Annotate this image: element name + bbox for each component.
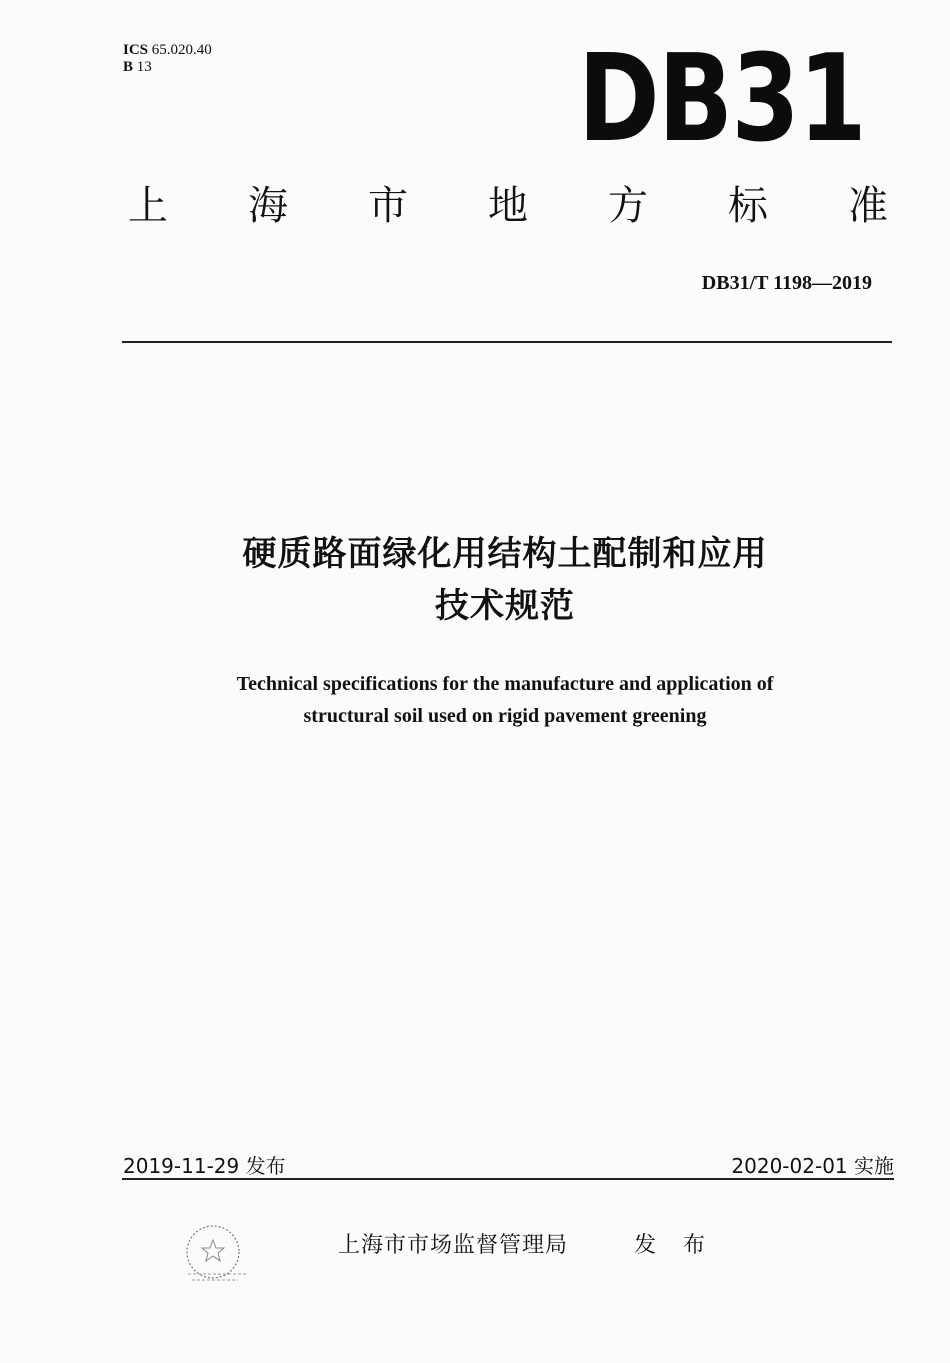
footer-divider (122, 1178, 894, 1180)
english-title (0, 668, 950, 732)
standard-type-char: 准 (848, 183, 888, 229)
header-divider (122, 341, 892, 343)
standard-type-heading (128, 178, 888, 234)
implement-date: 2020-02-01 实施 (731, 1154, 894, 1178)
english-title-line-2: structural soil used on rigid pavement greening (303, 705, 707, 727)
publish-date: 2019-11-29 发布 (123, 1154, 286, 1178)
chinese-title (0, 528, 950, 632)
ics-code: 65.020.40 (151, 42, 212, 58)
issuing-authority: 上海市市场监督管理局 (338, 1233, 569, 1258)
class-code: 13 (136, 59, 152, 75)
standard-type-char: 地 (488, 183, 528, 229)
official-seal-icon (168, 1222, 258, 1292)
standard-type-char: 海 (248, 183, 288, 229)
chinese-title-line-1: 硬质路面绿化用结构土配制和应用 (242, 534, 768, 574)
issue-action: 发 布 (634, 1233, 715, 1258)
ics-classification (123, 42, 212, 76)
standard-type-char: 标 (728, 183, 768, 229)
chinese-title-line-2: 技术规范 (435, 586, 575, 626)
standard-type-char: 方 (608, 183, 648, 229)
english-title-line-1: Technical specifications for the manufacture and application of (236, 673, 774, 695)
standard-number: DB31/T 1198—2019 (701, 272, 872, 294)
class-label: B (123, 59, 134, 75)
standard-type-char: 上 (128, 183, 168, 229)
ics-label: ICS (123, 42, 149, 58)
db31-logo: DB31 (578, 30, 866, 169)
standard-type-char: 市 (368, 183, 408, 229)
